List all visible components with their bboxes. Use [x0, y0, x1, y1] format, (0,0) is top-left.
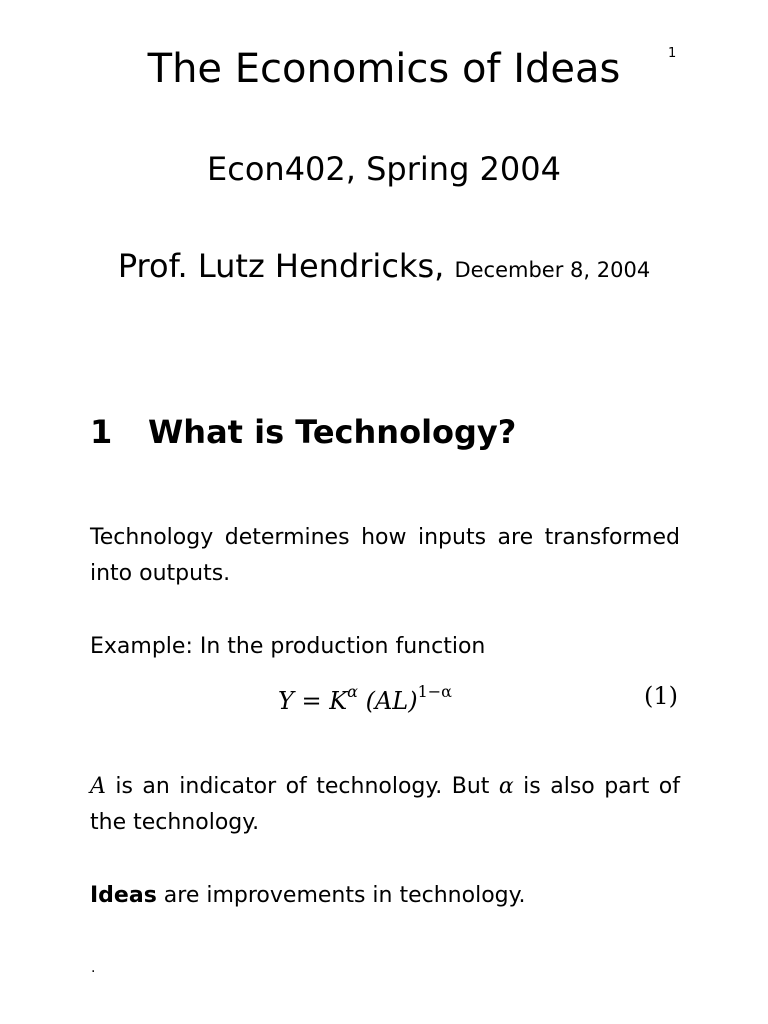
author-name: Prof. Lutz Hendricks,: [117, 247, 445, 285]
page-title: The Economics of Ideas: [147, 46, 621, 92]
equation-lhs: Y = K: [278, 687, 348, 715]
paragraph-indicator: [90, 769, 680, 841]
variable-alpha: α: [498, 774, 514, 799]
paragraph-indicator-text-2: is also part of the technology.: [90, 774, 680, 835]
author-line: [0, 247, 768, 285]
paragraph-ideas-text: are improvements in technology.: [156, 883, 526, 908]
equation-mid: (AL): [357, 687, 418, 715]
course-subtitle: Econ402, Spring 2004: [207, 150, 561, 188]
footer-mark: .: [91, 960, 96, 976]
ideas-term: Ideas: [90, 883, 157, 908]
section-heading: [90, 413, 516, 451]
equation-expression: [278, 682, 452, 715]
equation-exponent-one-minus-alpha: 1−α: [417, 682, 452, 701]
paragraph-technology: Technology determines how inputs are transformed into outputs.: [90, 525, 680, 586]
equation-exponent-alpha: α: [347, 682, 358, 701]
document-date: December 8, 2004: [454, 258, 651, 282]
section-number: 1: [90, 413, 113, 451]
paragraph-indicator-text-1: is an indicator of technology. But: [105, 774, 499, 799]
paragraph-example: Example: In the production function: [90, 634, 486, 659]
page-number: 1: [668, 46, 677, 61]
equation-number: (1): [644, 682, 678, 710]
section-title: What is Technology?: [148, 413, 517, 451]
paragraph-ideas: [90, 878, 680, 914]
variable-a: A: [90, 774, 106, 799]
